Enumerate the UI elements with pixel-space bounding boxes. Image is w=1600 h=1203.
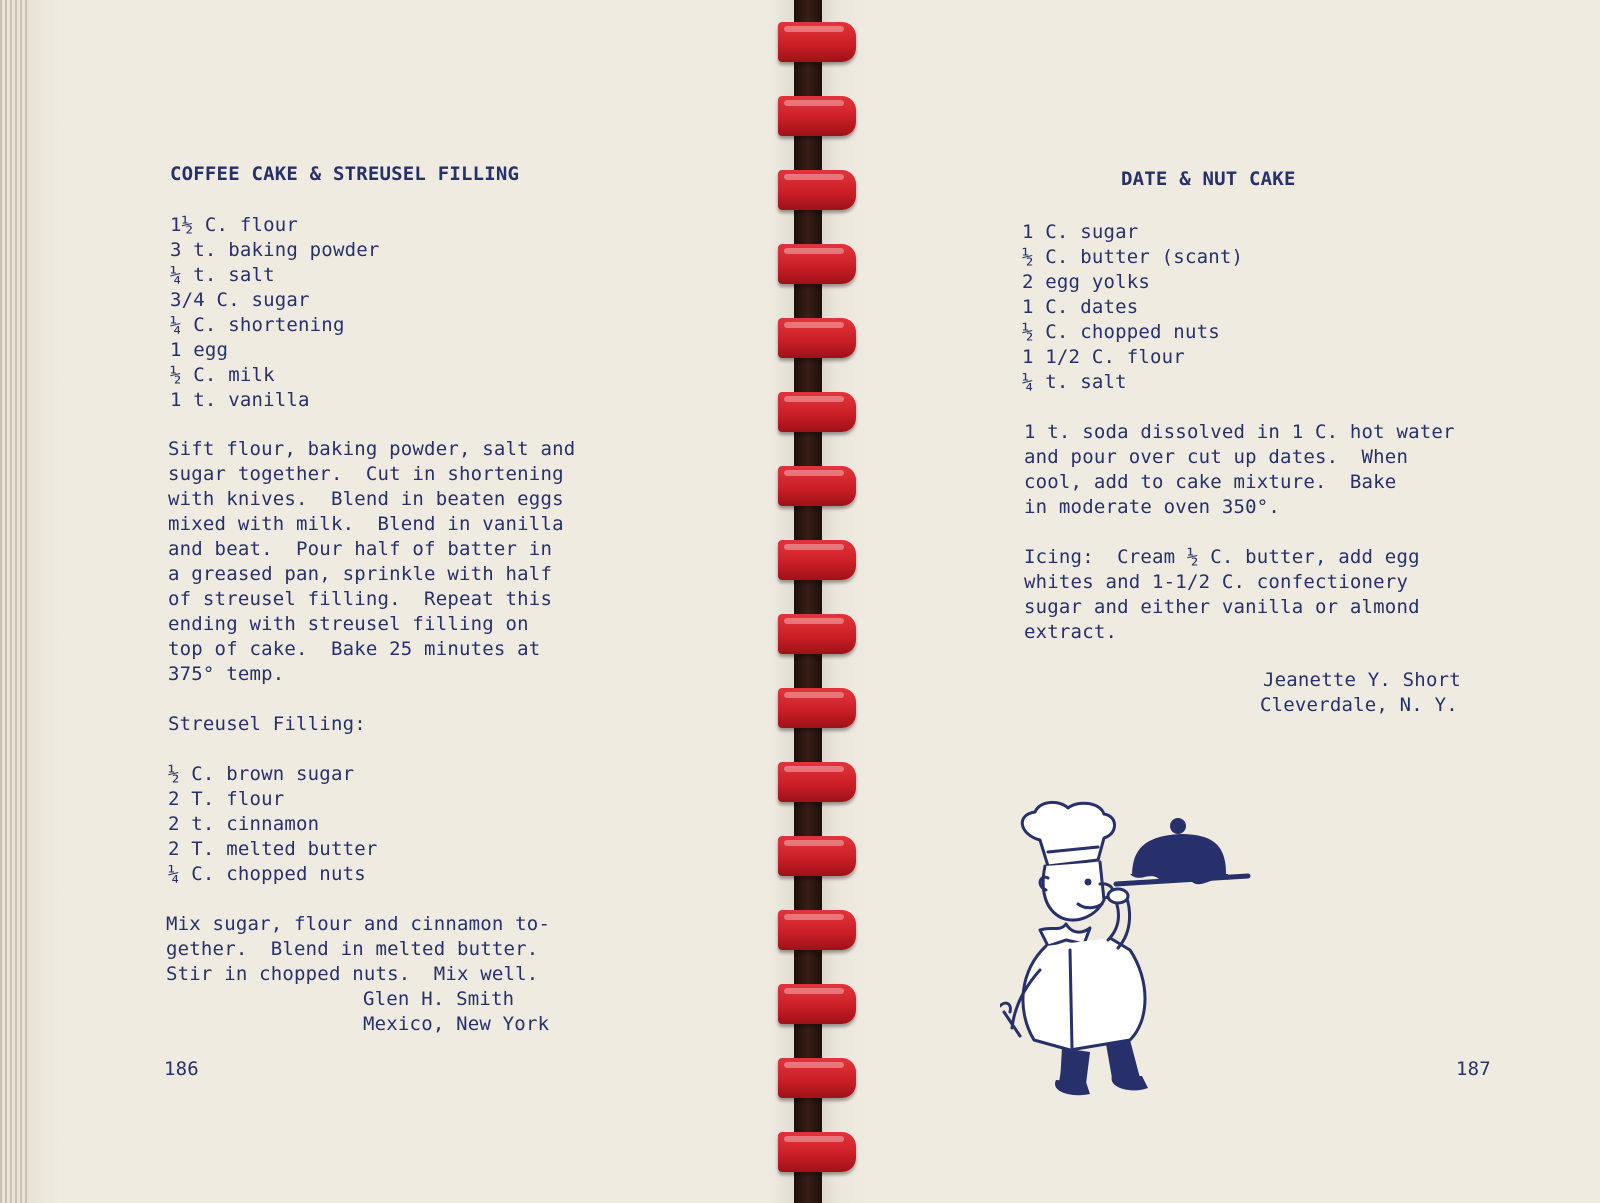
ingredient-line: 3 t. baking powder xyxy=(170,239,380,261)
binding-ring xyxy=(778,1132,856,1172)
filling-ingredient-line: 2 T. melted butter xyxy=(168,838,378,860)
filling-direction-line: Stir in chopped nuts. Mix well. xyxy=(166,963,539,985)
binding-ring xyxy=(778,392,856,432)
direction-line: of streusel filling. Repeat this xyxy=(168,588,553,610)
ingredient-line: 1 1/2 C. flour xyxy=(1022,346,1185,368)
direction-line: with knives. Blend in beaten eggs xyxy=(168,488,564,510)
binding-ring xyxy=(778,96,856,136)
direction-line: a greased pan, sprinkle with half xyxy=(168,563,553,585)
ingredient-line: ¼ t. salt xyxy=(170,264,275,286)
binding-ring xyxy=(778,466,856,506)
direction-line: cool, add to cake mixture. Bake xyxy=(1024,471,1397,493)
binding-ring xyxy=(778,1058,856,1098)
ingredient-line: 3/4 C. sugar xyxy=(170,289,310,311)
direction-line: in moderate oven 350°. xyxy=(1024,496,1281,518)
direction-line: top of cake. Bake 25 minutes at xyxy=(168,638,541,660)
author-name: Jeanette Y. Short xyxy=(1263,669,1461,691)
icing-line: Icing: Cream ½ C. butter, add egg xyxy=(1024,546,1420,568)
filling-direction-line: gether. Blend in melted butter. xyxy=(166,938,539,960)
icing-line: whites and 1-1/2 C. confectionery xyxy=(1024,571,1409,593)
filling-ingredient-line: ¼ C. chopped nuts xyxy=(168,863,366,885)
recipe-title: COFFEE CAKE & STREUSEL FILLING xyxy=(170,163,520,185)
direction-line: 1 t. soda dissolved in 1 C. hot water xyxy=(1024,421,1455,443)
binding-ring xyxy=(778,244,856,284)
binding-ring xyxy=(778,614,856,654)
icing-line: sugar and either vanilla or almond xyxy=(1024,596,1420,618)
ingredient-line: 1 t. vanilla xyxy=(170,389,310,411)
ingredient-line: 1 C. sugar xyxy=(1022,221,1139,243)
author-place: Cleverdale, N. Y. xyxy=(1260,694,1458,716)
author-place: Mexico, New York xyxy=(363,1013,550,1035)
binding-ring xyxy=(778,170,856,210)
filling-ingredient-line: 2 T. flour xyxy=(168,788,285,810)
filling-heading: Streusel Filling: xyxy=(168,713,366,735)
direction-line: Sift flour, baking powder, salt and xyxy=(168,438,576,460)
ingredient-line: ¼ t. salt xyxy=(1022,371,1127,393)
recipe-title: DATE & NUT CAKE xyxy=(1121,168,1296,190)
page-number: 186 xyxy=(164,1058,199,1080)
filling-direction-line: Mix sugar, flour and cinnamon to- xyxy=(166,913,551,935)
page-number: 187 xyxy=(1456,1058,1491,1080)
direction-line: ending with streusel filling on xyxy=(168,613,529,635)
direction-line: 375° temp. xyxy=(168,663,285,685)
ingredient-line: ½ C. butter (scant) xyxy=(1022,246,1244,268)
ingredient-line: ½ C. chopped nuts xyxy=(1022,321,1220,343)
icing-line: extract. xyxy=(1024,621,1118,643)
author-name: Glen H. Smith xyxy=(363,988,515,1010)
chef-carrying-cake-icon xyxy=(1000,800,1280,1100)
filling-ingredient-line: 2 t. cinnamon xyxy=(168,813,320,835)
ingredient-line: 1 C. dates xyxy=(1022,296,1139,318)
binding-ring xyxy=(778,762,856,802)
binding-ring xyxy=(778,22,856,62)
filling-ingredient-line: ½ C. brown sugar xyxy=(168,763,355,785)
direction-line: and beat. Pour half of batter in xyxy=(168,538,553,560)
ingredient-line: ½ C. milk xyxy=(170,364,275,386)
ingredient-line: 1 egg xyxy=(170,339,229,361)
binding-ring xyxy=(778,318,856,358)
ingredient-line: 2 egg yolks xyxy=(1022,271,1151,293)
binding-ring xyxy=(778,910,856,950)
ingredient-line: ¼ C. shortening xyxy=(170,314,345,336)
binding-ring xyxy=(778,540,856,580)
binding-ring xyxy=(778,984,856,1024)
ingredient-line: 1½ C. flour xyxy=(170,214,299,236)
direction-line: and pour over cut up dates. When xyxy=(1024,446,1409,468)
direction-line: mixed with milk. Blend in vanilla xyxy=(168,513,564,535)
binding-ring xyxy=(778,688,856,728)
page-edges xyxy=(0,0,28,1203)
binding-ring xyxy=(778,836,856,876)
direction-line: sugar together. Cut in shortening xyxy=(168,463,564,485)
